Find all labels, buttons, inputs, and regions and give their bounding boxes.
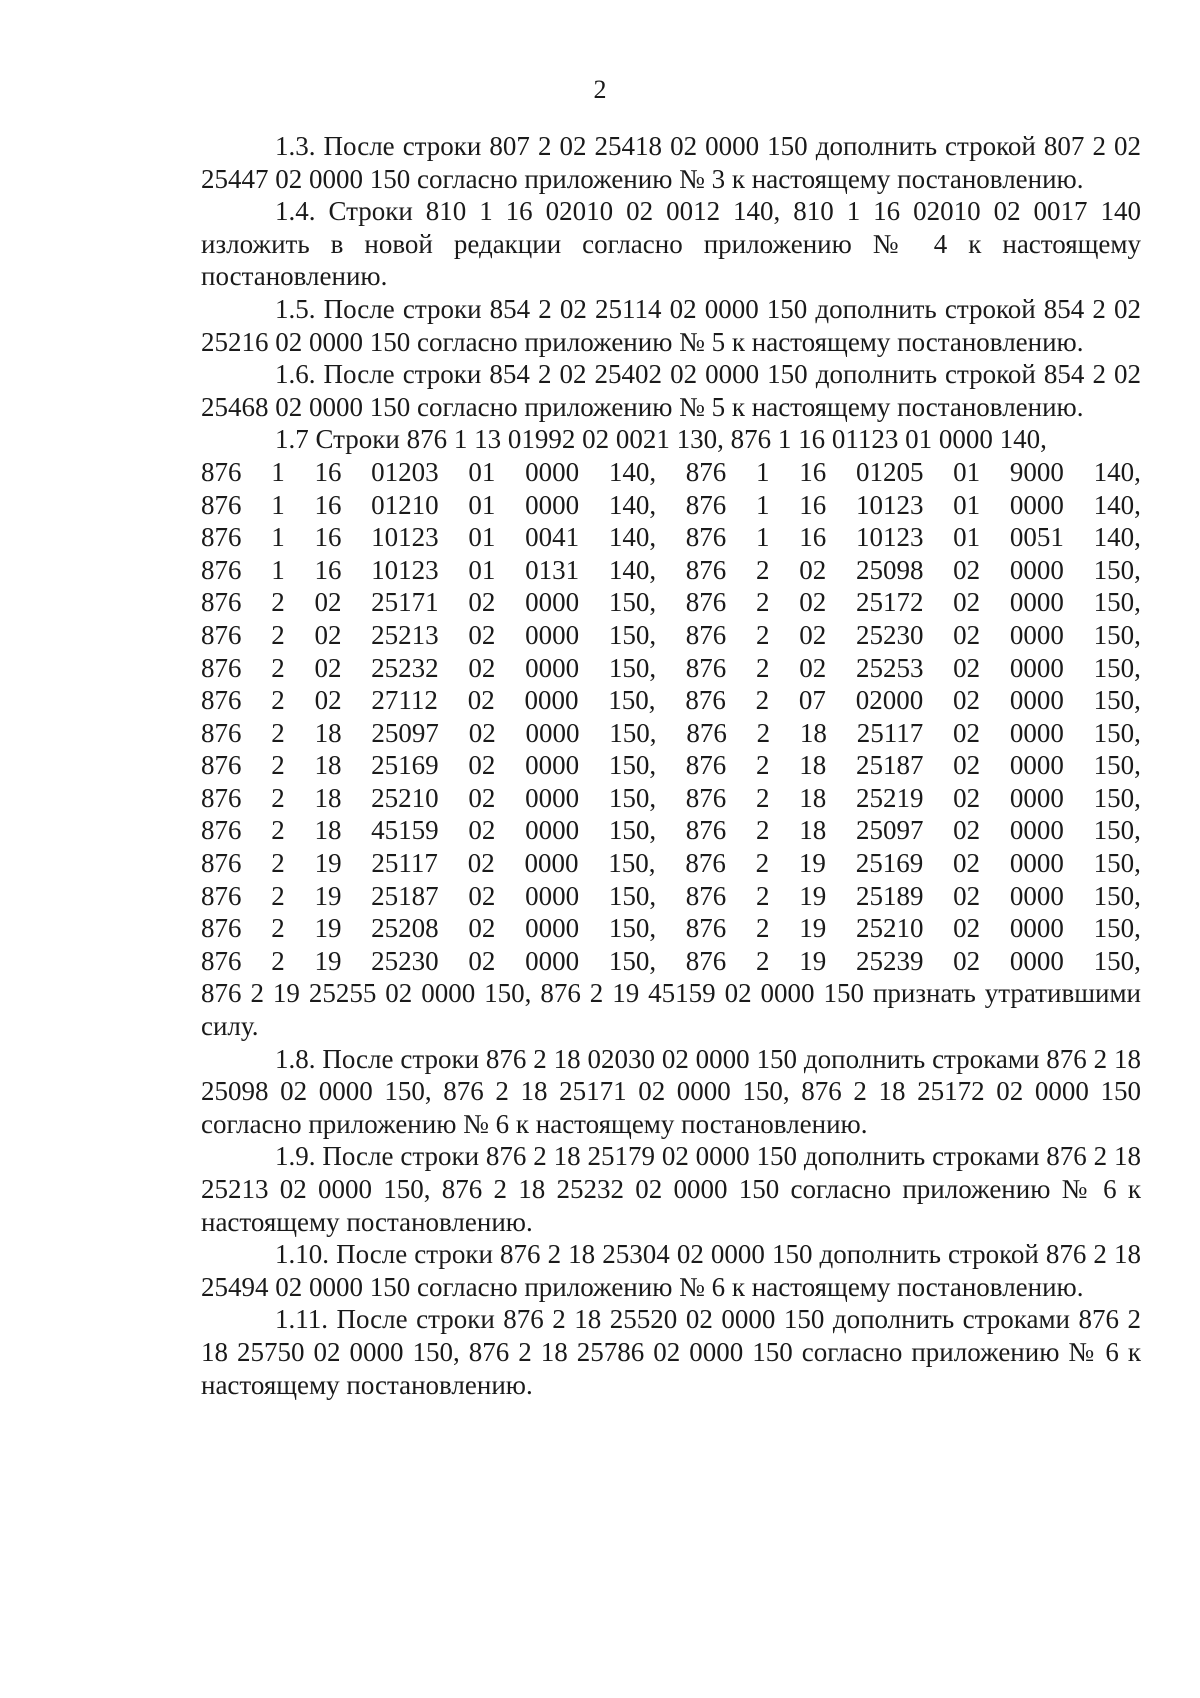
code-token: 0000	[524, 848, 579, 879]
code-token: 876	[201, 652, 242, 683]
code-token: 16	[314, 489, 342, 520]
code-token: 150,	[608, 587, 657, 618]
paragraph-1-8: 1.8. После строки 876 2 18 02030 02 0000 150 дополнить строками 876 2 18 25098 02 0000 150, 876 2 18 25171 02 0000 150, 876 2 18 25172 02 0000 150 согласно приложению № 6 к настоящему постановлению.	[201, 1043, 1141, 1139]
code-token: 150,	[1093, 717, 1141, 748]
code-token: 0000	[1009, 554, 1064, 585]
code-token: 2	[756, 717, 771, 748]
code-token: 0000	[525, 717, 580, 748]
code-token: 25213	[371, 619, 439, 650]
code-token: 876	[685, 652, 727, 683]
code-token: 2	[271, 815, 285, 846]
code-token: 876	[685, 587, 727, 618]
code-token: 25098	[855, 554, 924, 585]
code-token: 876	[201, 587, 242, 618]
code-token: 876	[201, 456, 242, 487]
code-token: 01205	[855, 456, 924, 487]
code-token: 150,	[608, 815, 657, 846]
paragraph-1-6: 1.6. После строки 854 2 02 25402 02 0000 150 дополнить строкой 854 2 02 25468 02 0000 150 согласно приложению № 5 к настоящему постановлению.	[201, 359, 1141, 422]
code-token: 02	[799, 652, 827, 683]
code-token: 1	[271, 522, 285, 553]
code-token: 25171	[371, 587, 439, 618]
code-token: 02	[953, 717, 981, 748]
code-token: 0000	[525, 782, 580, 813]
code-token: 02	[468, 619, 496, 650]
code-token: 02	[468, 587, 496, 618]
code-grid-row	[201, 782, 1141, 815]
code-token: 02	[953, 880, 981, 911]
code-token: 150,	[608, 848, 656, 879]
code-token: 1	[756, 522, 770, 553]
code-token: 150,	[608, 685, 656, 716]
code-grid-row	[201, 880, 1141, 913]
code-token: 02	[953, 619, 981, 650]
code-token: 02000	[855, 685, 924, 716]
code-token: 0000	[1009, 945, 1064, 976]
code-token: 0131	[525, 554, 580, 585]
code-token: 25230	[371, 945, 439, 976]
code-token: 150,	[608, 782, 657, 813]
code-token: 02	[799, 587, 827, 618]
code-token: 02	[468, 750, 496, 781]
code-token: 16	[799, 489, 827, 520]
code-token: 0000	[1009, 717, 1064, 748]
code-token: 876	[201, 685, 242, 716]
code-token: 25187	[855, 750, 924, 781]
code-grid-row	[201, 912, 1141, 945]
paragraph-1-7-code-grid	[201, 456, 1141, 978]
code-token: 02	[314, 619, 342, 650]
code-token: 150,	[1093, 945, 1141, 976]
code-token: 150,	[1093, 587, 1141, 618]
code-token: 876	[201, 489, 242, 520]
code-token: 876	[201, 848, 242, 879]
code-token: 02	[799, 554, 827, 585]
code-token: 1	[756, 489, 770, 520]
code-token: 25187	[371, 880, 439, 911]
page-number: 2	[593, 75, 607, 104]
paragraph-1-9: 1.9. После строки 876 2 18 25179 02 0000 150 дополнить строками 876 2 18 25213 02 0000 150, 876 2 18 25232 02 0000 150 согласно приложению № 6 к настоящему постановлению.	[201, 1141, 1141, 1237]
code-token: 2	[271, 880, 285, 911]
code-token: 02	[953, 554, 981, 585]
code-token: 0000	[1009, 587, 1064, 618]
paragraph-1-10: 1.10. После строки 876 2 18 25304 02 0000 150 дополнить строкой 876 2 18 25494 02 0000 150 согласно приложению № 6 к настоящему постановлению.	[201, 1239, 1141, 1302]
code-token: 2	[756, 587, 770, 618]
code-token: 0000	[1009, 619, 1064, 650]
code-token: 2	[756, 750, 770, 781]
code-token: 876	[685, 945, 727, 976]
code-token: 16	[799, 522, 827, 553]
code-token: 0051	[1009, 522, 1064, 553]
code-token: 140,	[608, 489, 657, 520]
code-token: 140,	[608, 522, 657, 553]
code-token: 2	[756, 619, 770, 650]
code-token: 876	[201, 522, 242, 553]
code-token: 876	[685, 782, 727, 813]
code-token: 02	[314, 652, 342, 683]
code-token: 01	[953, 489, 981, 520]
code-token: 02	[799, 619, 827, 650]
code-grid-row	[201, 489, 1141, 522]
code-token: 876	[201, 619, 242, 650]
code-token: 01	[468, 456, 496, 487]
code-token: 150,	[1093, 848, 1141, 879]
code-token: 18	[314, 750, 342, 781]
code-token: 18	[799, 750, 827, 781]
code-token: 876	[201, 750, 242, 781]
code-token: 876	[201, 554, 242, 585]
code-grid-row	[201, 619, 1141, 652]
code-token: 19	[799, 913, 827, 944]
code-token: 876	[685, 554, 727, 585]
code-token: 02	[953, 945, 981, 976]
code-token: 18	[799, 782, 827, 813]
code-token: 18	[799, 717, 827, 748]
code-token: 19	[798, 848, 826, 879]
code-token: 150,	[1093, 880, 1141, 911]
code-token: 02	[953, 782, 981, 813]
code-token: 0000	[524, 685, 579, 716]
code-token: 150,	[609, 717, 657, 748]
code-token: 140,	[1093, 456, 1141, 487]
code-token: 0000	[525, 815, 580, 846]
code-token: 02	[468, 815, 496, 846]
code-token: 25169	[855, 848, 924, 879]
code-token: 150,	[1093, 750, 1141, 781]
code-token: 150,	[608, 945, 657, 976]
code-token: 876	[201, 717, 242, 748]
code-token: 876	[201, 782, 242, 813]
code-token: 0000	[1009, 880, 1064, 911]
code-token: 25210	[855, 913, 924, 944]
code-token: 18	[314, 782, 342, 813]
code-token: 1	[271, 456, 285, 487]
code-grid-row	[201, 814, 1141, 847]
code-token: 45159	[371, 815, 439, 846]
code-token: 150,	[1093, 554, 1141, 585]
code-token: 0000	[1009, 685, 1064, 716]
code-token: 876	[686, 717, 727, 748]
code-token: 2	[271, 945, 285, 976]
code-token: 2	[271, 717, 285, 748]
code-token: 18	[314, 717, 342, 748]
code-token: 2	[271, 652, 285, 683]
code-token: 02	[468, 717, 496, 748]
code-token: 01	[468, 554, 496, 585]
code-token: 9000	[1009, 456, 1064, 487]
code-token: 876	[685, 913, 727, 944]
code-grid-row	[201, 554, 1141, 587]
code-token: 0000	[1009, 750, 1064, 781]
code-token: 150,	[1093, 782, 1141, 813]
code-grid-row	[201, 847, 1141, 880]
code-token: 07	[798, 685, 826, 716]
code-grid-row	[201, 586, 1141, 619]
code-token: 16	[314, 456, 342, 487]
code-token: 0000	[525, 750, 580, 781]
paragraph-1-3: 1.3. После строки 807 2 02 25418 02 0000 150 дополнить строкой 807 2 02 25447 02 0000 150 согласно приложению № 3 к настоящему постановлению.	[201, 131, 1141, 194]
code-token: 150,	[1093, 913, 1141, 944]
code-token: 2	[755, 848, 770, 879]
code-token: 876	[685, 750, 727, 781]
code-token: 25097	[371, 717, 439, 748]
paragraph-1-7-first-line: 1.7 Строки 876 1 13 01992 02 0021 130, 876 1 16 01123 01 0000 140,	[275, 424, 1047, 455]
code-token: 02	[314, 685, 342, 716]
code-token: 0000	[1009, 652, 1064, 683]
code-token: 25208	[371, 913, 439, 944]
code-token: 10123	[855, 522, 924, 553]
code-token: 01203	[371, 456, 439, 487]
code-token: 02	[953, 815, 981, 846]
paragraph-1-11: 1.11. После строки 876 2 18 25520 02 0000 150 дополнить строками 876 2 18 25750 02 0000 150, 876 2 18 25786 02 0000 150 согласно приложению № 6 к настоящему постановлению.	[201, 1304, 1141, 1400]
code-token: 02	[953, 750, 981, 781]
code-token: 19	[314, 945, 342, 976]
code-token: 2	[756, 913, 770, 944]
code-token: 140,	[608, 554, 657, 585]
code-token: 150,	[1093, 815, 1141, 846]
code-grid-row	[201, 717, 1141, 750]
code-token: 150,	[1093, 652, 1141, 683]
code-token: 150,	[608, 880, 657, 911]
code-token: 02	[468, 913, 496, 944]
code-token: 16	[314, 554, 342, 585]
code-token: 150,	[608, 750, 657, 781]
code-token: 10123	[855, 489, 924, 520]
code-token: 2	[271, 848, 285, 879]
code-grid-row	[201, 652, 1141, 685]
code-token: 876	[685, 522, 727, 553]
code-token: 0000	[1009, 913, 1064, 944]
code-token: 876	[685, 848, 726, 879]
code-token: 876	[201, 913, 242, 944]
code-token: 0000	[525, 913, 580, 944]
code-token: 02	[314, 587, 342, 618]
code-token: 27112	[371, 685, 438, 716]
code-token: 2	[756, 880, 770, 911]
code-token: 150,	[608, 913, 657, 944]
document-body	[201, 130, 1141, 1401]
code-token: 01	[468, 489, 496, 520]
code-token: 1	[271, 554, 285, 585]
code-token: 0000	[525, 880, 580, 911]
code-token: 02	[468, 880, 496, 911]
code-token: 01210	[371, 489, 439, 520]
code-grid-row	[201, 684, 1141, 717]
code-token: 25117	[371, 848, 438, 879]
code-token: 10123	[371, 554, 439, 585]
code-token: 0000	[525, 587, 580, 618]
code-token: 19	[314, 880, 342, 911]
code-token: 02	[468, 782, 496, 813]
code-token: 0000	[1009, 489, 1064, 520]
code-token: 02	[467, 848, 495, 879]
code-token: 02	[953, 685, 981, 716]
code-token: 02	[467, 685, 495, 716]
code-token: 1	[756, 456, 770, 487]
code-token: 25189	[855, 880, 924, 911]
code-grid-row	[201, 945, 1141, 978]
code-token: 0000	[525, 489, 580, 520]
code-token: 25169	[371, 750, 439, 781]
code-token: 19	[799, 880, 827, 911]
code-token: 02	[468, 652, 496, 683]
code-token: 876	[201, 815, 242, 846]
code-token: 150,	[1093, 619, 1141, 650]
code-token: 2	[756, 815, 770, 846]
code-token: 25239	[855, 945, 924, 976]
code-token: 0041	[525, 522, 580, 553]
code-token: 01	[953, 456, 981, 487]
code-token: 2	[756, 945, 770, 976]
code-token: 0000	[1009, 782, 1064, 813]
code-token: 1	[271, 489, 285, 520]
paragraph-1-5: 1.5. После строки 854 2 02 25114 02 0000 150 дополнить строкой 854 2 02 25216 02 0000 150 согласно приложению № 5 к настоящему постановлению.	[201, 293, 1141, 357]
code-token: 02	[953, 587, 981, 618]
code-token: 140,	[1093, 522, 1141, 553]
code-token: 876	[685, 489, 727, 520]
code-token: 2	[271, 685, 285, 716]
code-token: 16	[799, 456, 827, 487]
code-token: 140,	[1093, 489, 1141, 520]
code-token: 25117	[856, 717, 924, 748]
code-token: 25219	[855, 782, 924, 813]
code-token: 18	[799, 815, 827, 846]
code-token: 25097	[855, 815, 924, 846]
code-token: 01	[953, 522, 981, 553]
code-token: 16	[314, 522, 342, 553]
code-token: 02	[468, 945, 496, 976]
code-token: 0000	[525, 456, 580, 487]
code-token: 2	[755, 685, 770, 716]
code-token: 150,	[608, 619, 657, 650]
code-token: 876	[201, 880, 242, 911]
code-token: 25253	[855, 652, 924, 683]
code-token: 0000	[1009, 815, 1064, 846]
code-grid-row	[201, 749, 1141, 782]
code-token: 2	[271, 587, 285, 618]
code-token: 2	[271, 782, 285, 813]
code-token: 0000	[525, 619, 580, 650]
code-token: 2	[271, 619, 285, 650]
code-token: 02	[953, 652, 981, 683]
code-token: 19	[314, 913, 342, 944]
code-token: 150,	[608, 652, 657, 683]
code-token: 876	[685, 815, 727, 846]
code-token: 19	[799, 945, 827, 976]
code-token: 2	[756, 782, 770, 813]
paragraph-1-4: 1.4. Строки 810 1 16 02010 02 0012 140, 810 1 16 02010 02 0017 140 изложить в новой редакции согласно приложению № 4 к настоящему постановлению.	[201, 196, 1141, 292]
paragraph-1-7-last-line: 876 2 19 25255 02 0000 150, 876 2 19 45159 02 0000 150 признать утратившими силу.	[201, 978, 1141, 1042]
code-token: 0000	[1009, 848, 1064, 879]
code-token: 25172	[855, 587, 924, 618]
code-token: 150,	[1093, 685, 1141, 716]
code-token: 876	[201, 945, 242, 976]
code-token: 25230	[855, 619, 924, 650]
code-grid-row	[201, 456, 1141, 489]
code-token: 876	[685, 456, 727, 487]
code-token: 0000	[525, 945, 580, 976]
code-token: 876	[685, 619, 727, 650]
code-token: 18	[314, 815, 342, 846]
code-token: 2	[756, 554, 770, 585]
code-token: 0000	[525, 652, 580, 683]
code-token: 25232	[371, 652, 439, 683]
code-token: 25210	[371, 782, 439, 813]
code-token: 02	[953, 848, 981, 879]
code-token: 19	[314, 848, 342, 879]
code-grid-row	[201, 521, 1141, 554]
code-token: 01	[468, 522, 496, 553]
code-token: 10123	[371, 522, 439, 553]
paragraph-1-7	[201, 423, 1141, 1042]
code-token: 2	[271, 913, 285, 944]
code-token: 876	[685, 880, 727, 911]
code-token: 140,	[608, 456, 657, 487]
code-token: 2	[756, 652, 770, 683]
code-token: 02	[953, 913, 981, 944]
code-token: 2	[271, 750, 285, 781]
code-token: 876	[685, 685, 726, 716]
